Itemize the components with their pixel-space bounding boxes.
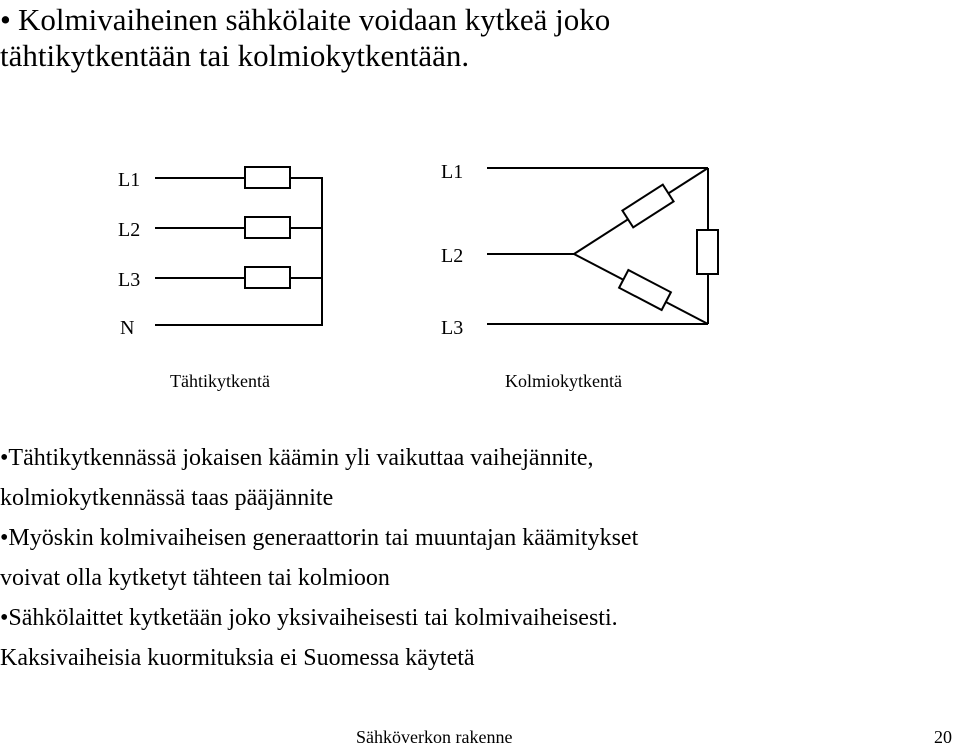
page-number: 20 bbox=[934, 727, 952, 747]
paragraph-3-text-1: Sähkölaittet kytketään joko yksivaiheisesti tai kolmivaiheisesti. bbox=[8, 605, 618, 631]
paragraph-2-bullet: • bbox=[0, 525, 9, 551]
paragraph-3-bullet: • bbox=[0, 605, 9, 631]
paragraph-1-bullet: • bbox=[0, 445, 9, 471]
delta-resistor-right bbox=[697, 230, 718, 274]
paragraph-3-line-2: Kaksivaiheisia kuormituksia ei Suomessa käytetä bbox=[0, 645, 475, 671]
star-connection-diagram bbox=[155, 167, 322, 326]
star-label-l2: L2 bbox=[118, 219, 141, 241]
star-label-n: N bbox=[120, 317, 135, 339]
delta-label-l3: L3 bbox=[441, 317, 464, 339]
delta-caption: Kolmiokytkentä bbox=[505, 371, 622, 391]
paragraph-3 bbox=[0, 598, 955, 678]
star-resistor-2 bbox=[245, 217, 290, 238]
body-text bbox=[0, 438, 955, 678]
star-label-l1: L1 bbox=[118, 169, 141, 191]
delta-resistor-upper bbox=[622, 185, 673, 228]
heading-text-1: Kolmivaiheinen sähkölaite voidaan kytkeä joko bbox=[18, 2, 611, 37]
paragraph-2-line-1 bbox=[0, 518, 955, 558]
paragraph-1-text-1: Tähtikytkennässä jokaisen käämin yli vaikuttaa vaihejännite, bbox=[8, 445, 594, 471]
paragraph-2-line-2: voivat olla kytketyt tähteen tai kolmioon bbox=[0, 565, 390, 591]
star-resistor-1 bbox=[245, 167, 290, 188]
paragraph-1-line-1 bbox=[0, 438, 955, 478]
delta-connection-diagram bbox=[487, 168, 718, 324]
delta-labels bbox=[441, 161, 622, 391]
paragraph-1 bbox=[0, 438, 955, 518]
delta-resistor-lower bbox=[619, 270, 671, 310]
paragraph-1-line-2: kolmiokytkennässä taas pääjännite bbox=[0, 485, 334, 511]
paragraph-3-line-1 bbox=[0, 598, 955, 638]
paragraph-2-text-1: Myöskin kolmivaiheisen generaattorin tai muuntajan käämitykset bbox=[8, 525, 639, 551]
delta-label-l2: L2 bbox=[441, 245, 464, 267]
heading-line-2: tähtikytkentään tai kolmiokytkentään. bbox=[0, 38, 470, 73]
star-caption: Tähtikytkentä bbox=[170, 371, 270, 391]
paragraph-2 bbox=[0, 518, 955, 598]
star-label-l3: L3 bbox=[118, 269, 141, 291]
heading-bullet: • bbox=[0, 2, 11, 37]
footer-title: Sähköverkon rakenne bbox=[356, 727, 513, 747]
delta-label-l1: L1 bbox=[441, 161, 464, 183]
star-resistor-3 bbox=[245, 267, 290, 288]
